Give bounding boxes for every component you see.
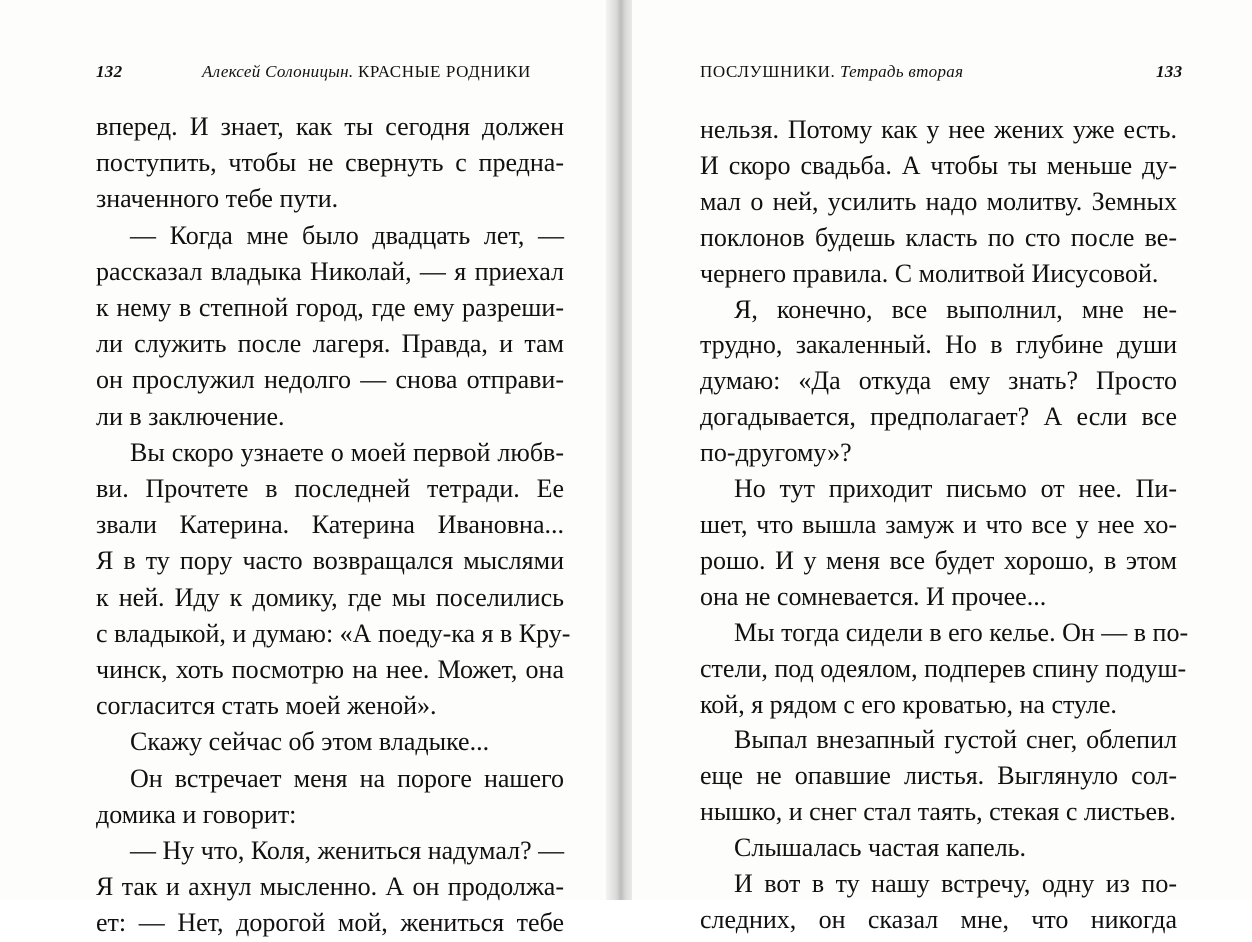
section-title: ПОСЛУШНИКИ. — [700, 62, 836, 81]
running-head — [202, 62, 531, 82]
text-line: И вот в ту нашу встречу, одну из по- — [734, 869, 1177, 899]
text-line: по-другому»? — [700, 438, 852, 468]
text-line: к нему в степной город, где ему разреши- — [96, 293, 564, 323]
text-line: еще не опавшие листья. Выглянуло сол- — [700, 761, 1177, 791]
left-page — [0, 0, 610, 938]
notebook-title: Тетрадь вторая — [839, 62, 964, 81]
text-line: ви. Прочтете в последней тетради. Ее — [96, 474, 564, 504]
text-line: он прослужил недолго — снова отправи- — [96, 365, 564, 395]
text-line: согласится стать моей женой». — [96, 691, 437, 721]
text-line: Он встречает меня на пороге нашего — [130, 763, 564, 793]
text-line: нышко, и снег стал таять, стекая с листьев. — [700, 797, 1176, 827]
text-line: мал о ней, усилить надо молитву. Земных — [700, 186, 1177, 216]
text-line: ли служить после лагеря. Правда, и там — [96, 329, 564, 359]
text-line: чернего правила. С молитвой Иисусовой. — [700, 258, 1159, 288]
text-line: ет: — Нет, дорогой мой, жениться тебе — [96, 908, 564, 938]
text-line: ли в заключение. — [96, 401, 285, 431]
text-line: Я так и ахнул мысленно. А он продолжа- — [96, 872, 564, 902]
book-title: КРАСНЫЕ РОДНИКИ — [357, 62, 531, 81]
text-line: звали Катерина. Катерина Ивановна... — [96, 510, 564, 540]
text-line: поклонов будешь класть по сто после ве- — [700, 222, 1177, 252]
text-line: рассказал владыка Николай, — я приехал — [96, 256, 564, 286]
text-line: она не сомневается. И прочее... — [700, 581, 1047, 611]
author-name: Алексей Солоницын. — [202, 62, 354, 81]
text-line: — Ну что, Коля, жениться надумал? — — [130, 836, 565, 866]
text-line: думаю: «Да откуда ему знать? Просто — [700, 366, 1177, 396]
text-line: И скоро свадьба. А чтобы ты меньше ду- — [700, 150, 1177, 180]
text-line: вперед. И знает, как ты сегодня должен — [96, 112, 564, 141]
text-line: догадывается, предполагает? А если все — [700, 402, 1177, 432]
text-line: Я в ту пору часто возвращался мыслями — [96, 546, 564, 576]
text-line: стели, под одеялом, подперев спину подуш- — [700, 653, 1187, 683]
text-line: Но тут приходит письмо от нее. Пи- — [734, 474, 1177, 504]
running-head — [700, 62, 963, 82]
text-line: Выпал внезапный густой снег, облепил — [734, 725, 1177, 755]
page-body — [96, 109, 571, 942]
text-line: Мы тогда сидели в его келье. Он — в по- — [734, 617, 1189, 647]
text-line: трудно, закаленный. Но в глубине души — [700, 330, 1177, 360]
text-line: поступить, чтобы не свернуть с предна- — [96, 148, 564, 178]
text-line: Вы скоро узнаете о моей первой любв- — [130, 437, 564, 467]
text-line: нельзя. Потому как у нее жених уже есть. — [700, 115, 1177, 144]
page-body — [700, 112, 1189, 938]
text-line: кой, я рядом с его кроватью, на стуле. — [700, 689, 1117, 719]
text-line: — Когда мне было двадцать лет, — — [130, 220, 564, 250]
text-line: шет, что вышла замуж и что все у нее хо- — [700, 509, 1177, 539]
text-line: с владыкой, и думаю: «А поеду-ка я в Кру- — [96, 618, 571, 648]
text-line: к ней. Иду к домику, где мы поселились — [96, 582, 564, 612]
page-number: 132 — [96, 62, 123, 81]
page-number: 133 — [1156, 62, 1183, 81]
text-line: Скажу сейчас об этом владыке... — [130, 727, 490, 757]
text-line: следних, он сказал мне, что никогда — [700, 904, 1177, 934]
text-line: рошо. И у меня все будет хорошо, в этом — [700, 545, 1177, 575]
text-line: Слышалась частая капель. — [734, 833, 1027, 863]
text-line: Я, конечно, все выполнил, мне не- — [734, 294, 1177, 324]
text-line: значенного тебе пути. — [96, 184, 339, 214]
text-line: чинск, хоть посмотрю на нее. Может, она — [96, 655, 564, 685]
text-line: домика и говорит: — [96, 799, 297, 829]
right-page — [632, 0, 1252, 934]
